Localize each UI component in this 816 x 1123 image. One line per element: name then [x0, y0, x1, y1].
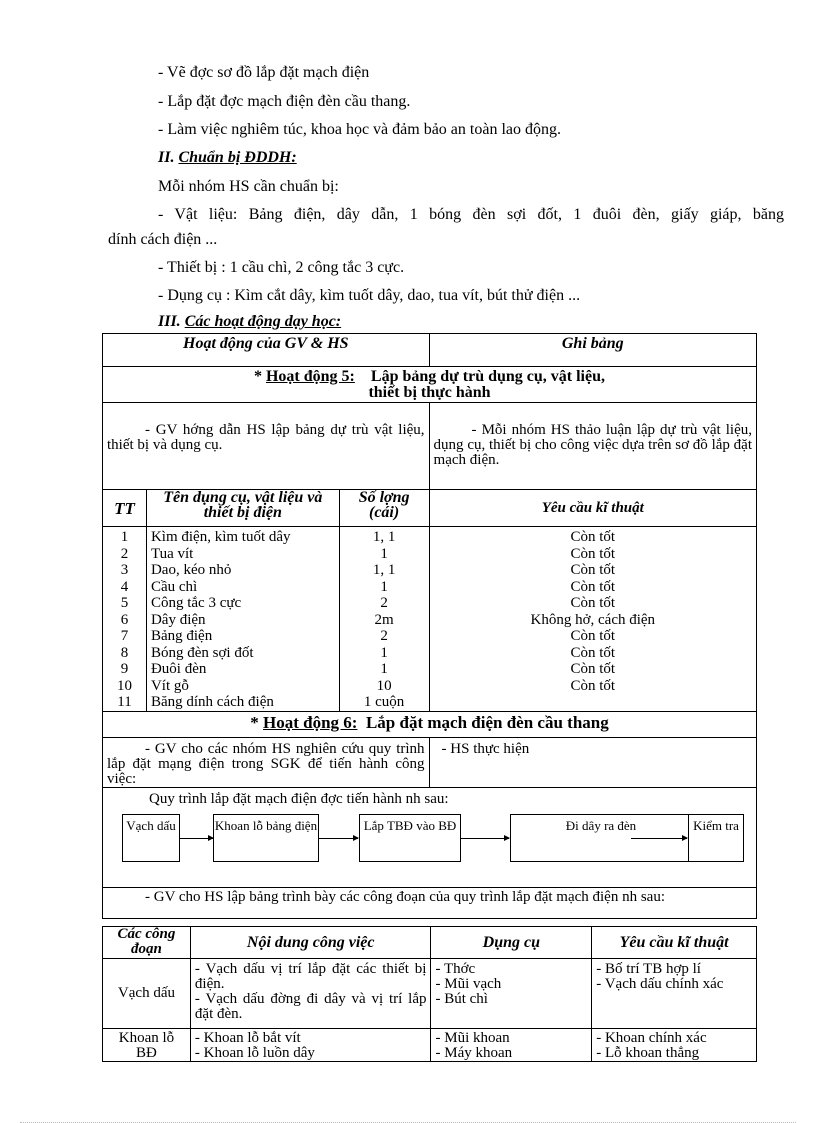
inventory-req-2: Còn tốt: [570, 545, 616, 562]
stage-1-req-2: - Vạch dấu chính xác: [596, 976, 724, 992]
inventory-qty-10: 10: [376, 677, 392, 694]
inventory-req-column: [429, 527, 756, 712]
stage-2-tool-2: - Máy khoan: [435, 1045, 513, 1061]
inventory-tt-8: 8: [120, 644, 129, 661]
stage-2-content-1: - Khoan lỗ bắt vít: [194, 1030, 301, 1046]
activity-5-label: Hoạt động 5:: [265, 368, 355, 385]
objective-3: - Làm việc nghiêm túc, khoa học và đảm bảo an toàn lao động.: [158, 121, 561, 138]
step-drill: Khoan lỗ bảng điện: [213, 814, 319, 862]
col-tools: Dụng cụ: [431, 927, 592, 959]
inventory-name-11: Băng dính cách điện: [150, 694, 274, 710]
stage-1-tool-2: - Mũi vạch: [435, 976, 502, 992]
inventory-tt-7: 7: [120, 628, 129, 644]
inventory-qty-7: 2: [380, 628, 388, 644]
gv-activity-5: - GV hớng dẫn HS lập bảng dự trù vật liệu, thiết bị và dụng cụ.: [103, 403, 430, 490]
activity-5-text-2: thiết bị thực hành: [368, 384, 491, 401]
inventory-qty-1: 1, 1: [372, 529, 396, 545]
arrow-1: [179, 838, 213, 839]
col-stage: Các công đoạn: [103, 927, 191, 959]
header-activities: Hoạt động của GV & HS: [103, 334, 430, 367]
inventory-req-5: Còn tốt: [570, 595, 616, 611]
header-board: Ghi bảng: [429, 334, 756, 367]
arrow-3: [460, 838, 509, 839]
step-install: Lắp TBĐ vào BĐ: [359, 814, 461, 862]
inventory-req-11: [434, 694, 752, 711]
stage-1-tool-3: - Bút chì: [435, 991, 488, 1007]
section-3-title: Các hoạt động dạy học:: [184, 313, 342, 330]
objective-1: - Vẽ đợc sơ đồ lắp đặt mạch điện: [158, 64, 370, 81]
inventory-tt-9: 9: [120, 661, 129, 677]
step-wiring: Đi dây ra đèn: [510, 814, 692, 862]
materials-line-1: - Vật liệu: Bảng điện, dây dẫn, 1 bóng đèn sợi đốt, 1 đuôi đèn, giấy giáp, băng: [158, 206, 784, 223]
inventory-name-10: Vít gỗ: [150, 677, 189, 694]
arrow-2: [318, 838, 358, 839]
inventory-name-2: Tua vít: [150, 545, 194, 562]
inventory-qty-3: 1, 1: [372, 562, 396, 578]
col-requirement: Yêu cầu kĩ thuật: [429, 490, 756, 527]
inventory-qty-9: 1: [380, 661, 388, 677]
inventory-tt-1: 1: [120, 529, 129, 545]
inventory-name-5: Công tắc 3 cực: [150, 595, 242, 611]
inventory-name-6: Dây điện: [150, 611, 206, 628]
stage-1-content-1: - Vạch dấu vị trí lắp đặt các thiết bị điện.: [194, 961, 427, 992]
prep-intro: Mỗi nhóm HS cần chuẩn bị:: [158, 178, 339, 195]
objective-2: - Lắp đặt đợc mạch điện đèn cầu thang.: [158, 93, 411, 110]
process-intro: Quy trình lắp đặt mạch điện đợc tiến hành nh sau:: [149, 790, 449, 807]
inventory-tt-2: 2: [120, 545, 129, 562]
stage-1-req-1: - Bố trí TB hợp lí: [596, 961, 701, 977]
inventory-tt-4: 4: [120, 578, 129, 595]
devices-line: - Thiết bị : 1 cầu chì, 2 công tắc 3 cực.: [158, 259, 405, 276]
materials-line-2: dính cách điện ...: [108, 231, 218, 248]
gv-activity-6: - GV cho các nhóm HS nghiên cứu quy trình lắp đặt mạng điện trong SGK để tiến hành công việc:: [103, 737, 430, 787]
inventory-tt-11: 11: [117, 694, 132, 710]
stage-2-name: Khoan lỗ BĐ: [103, 1029, 191, 1062]
inventory-name-4: Cầu chì: [150, 578, 198, 595]
stage-2-req-2: - Lỗ khoan thẳng: [596, 1045, 700, 1061]
activity-6-label: Hoạt động 6:: [263, 712, 358, 732]
inventory-tt-5: 5: [120, 595, 129, 611]
inventory-qty-6: 2m: [374, 611, 394, 628]
stage-2-req: [592, 1029, 757, 1062]
inventory-qty-11: 1 cuộn: [363, 694, 405, 710]
stage-1-req: [592, 959, 757, 1029]
col-stage-req: Yêu cầu kĩ thuật: [592, 927, 757, 959]
inventory-qty-5: 2: [380, 595, 388, 611]
activity-5-text-1: Lập bảng dự trù dụng cụ, vật liệu,: [370, 368, 605, 385]
arrow-4: [631, 838, 687, 839]
activity-5-star: *: [253, 368, 266, 385]
inventory-req-9: Còn tốt: [570, 661, 616, 677]
inventory-name-1: Kìm điện, kìm tuốt dây: [150, 529, 291, 545]
inventory-req-3: Còn tốt: [570, 562, 616, 578]
inventory-qty-8: 1: [380, 644, 388, 661]
inventory-tt-10: 10: [116, 677, 132, 694]
inventory-name-column: [146, 527, 339, 712]
inventory-tt-column: [103, 527, 147, 712]
step-check: Kiểm tra: [688, 814, 744, 862]
col-item-name: Tên dụng cụ, vật liệu và thiết bị điện: [146, 490, 339, 527]
activity-5-title: [103, 367, 757, 403]
stages-table: [102, 926, 757, 1062]
stage-1-tools: [431, 959, 592, 1029]
stage-1-tool-1: - Thớc: [435, 961, 476, 977]
activity-6-star: *: [250, 712, 263, 732]
col-content: Nội dung công việc: [190, 927, 431, 959]
section-2-title: Chuẩn bị ĐDDH:: [178, 149, 297, 166]
inventory-req-8: Còn tốt: [570, 644, 616, 661]
inventory-name-9: Đuôi đèn: [150, 661, 207, 677]
hs-activity-6: - HS thực hiện: [429, 737, 756, 787]
stage-1-name: Vạch dấu: [103, 959, 191, 1029]
inventory-tt-6: 6: [120, 611, 129, 628]
inventory-req-1: Còn tốt: [570, 529, 616, 545]
stage-2-content: [190, 1029, 431, 1062]
stage-1-content: [190, 959, 431, 1029]
gv-stages: - GV cho HS lập bảng trình bày các công đoạn của quy trình lắp đặt mạch điện nh sau:: [103, 887, 757, 918]
inventory-req-10: Còn tốt: [570, 677, 616, 694]
section-3-heading: [158, 313, 341, 331]
stage-2-req-1: - Khoan chính xác: [596, 1030, 707, 1046]
inventory-name-8: Bóng đèn sợi đốt: [150, 644, 254, 661]
inventory-qty-4: 1: [380, 578, 388, 595]
inventory-qty-column: [339, 527, 429, 712]
stage-1-content-2: - Vạch dấu đờng đi dây và vị trí lắp đặt đèn.: [194, 991, 427, 1022]
section-3-number: III.: [158, 313, 181, 330]
inventory-name-7: Bảng điện: [150, 628, 213, 644]
col-tt: TT: [103, 490, 147, 527]
inventory-req-7: Còn tốt: [570, 628, 616, 644]
step-mark: Vạch dấu: [122, 814, 180, 862]
inventory-tt-3: 3: [120, 562, 129, 578]
activity-6-text: Lắp đặt mạch điện đèn cầu thang: [365, 712, 609, 732]
activities-table: [102, 333, 757, 919]
inventory-req-4: Còn tốt: [570, 578, 616, 595]
section-2-heading: [158, 149, 297, 167]
stage-2-content-2: - Khoan lỗ luồn dây: [194, 1045, 315, 1061]
stage-2-tool-1: - Mũi khoan: [435, 1030, 510, 1046]
inventory-qty-2: 1: [380, 545, 388, 562]
activity-6-title: [103, 711, 757, 737]
inventory-req-6: Không hở, cách điện: [530, 611, 656, 628]
col-quantity: Số lợng (cái): [339, 490, 429, 527]
process-cell: [103, 787, 757, 887]
stage-2-tools: [431, 1029, 592, 1062]
inventory-name-3: Dao, kéo nhỏ: [150, 562, 232, 578]
section-2-number: II.: [158, 149, 175, 166]
tools-line: - Dụng cụ : Kìm cắt dây, kìm tuốt dây, dao, tua vít, bút thử điện ...: [158, 287, 581, 304]
hs-activity-5: - Mỗi nhóm HS thảo luận lập dự trù vật liệu, dụng cụ, thiết bị cho công việc dựa trên sơ đồ lắp đặt mạch điện.: [429, 403, 756, 490]
